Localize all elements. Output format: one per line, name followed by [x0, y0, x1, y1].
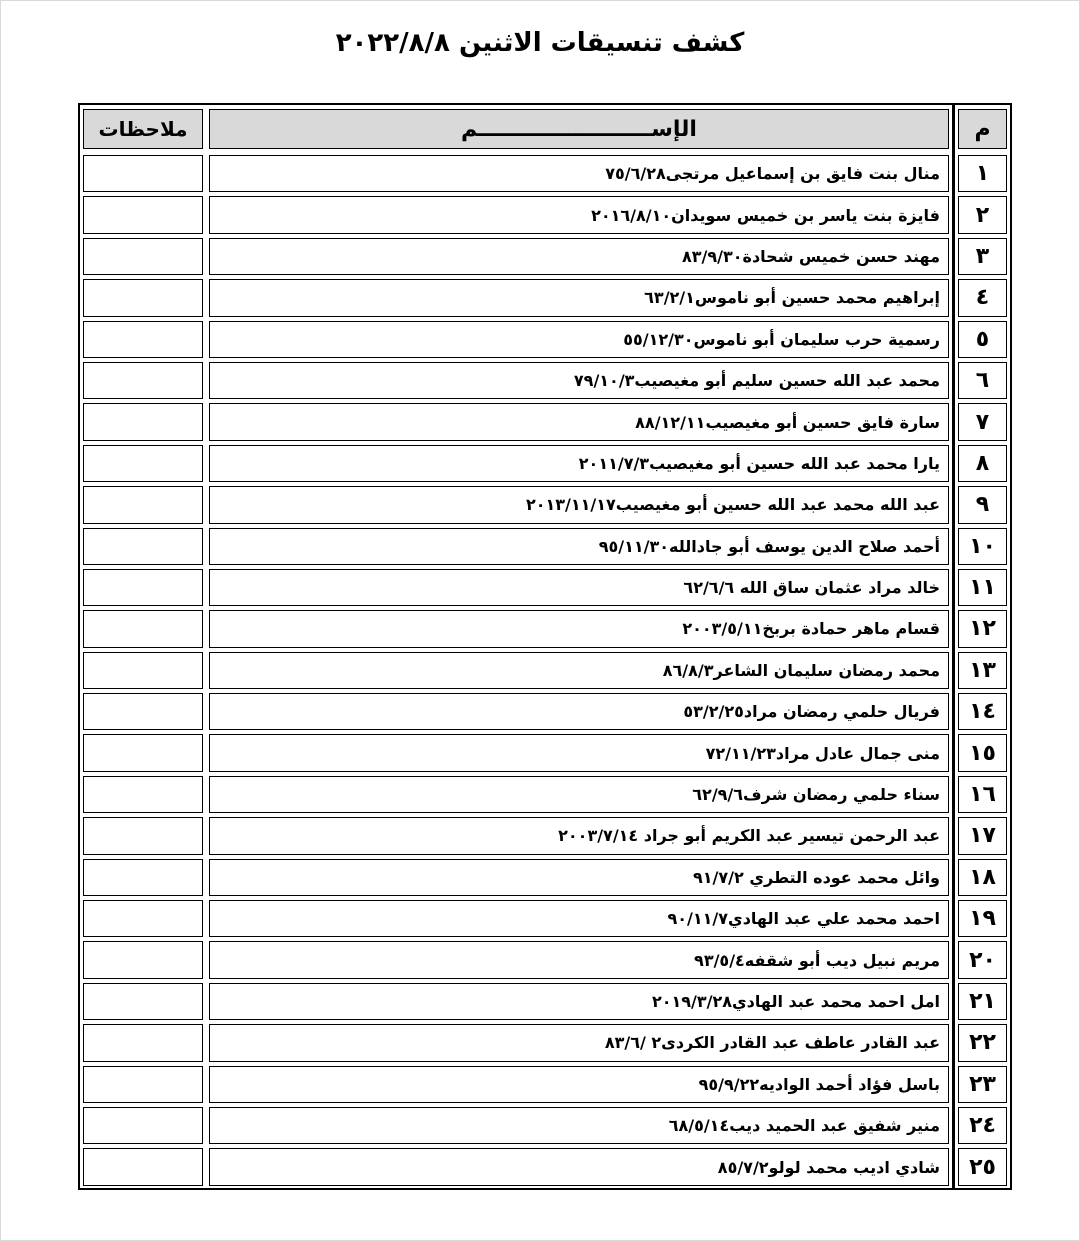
name-cell [206, 526, 952, 567]
person-name: محمد رمضان سليمان الشاعر٨٦/٨/٣ [209, 652, 949, 689]
row-number-cell [952, 194, 1010, 235]
row-number-cell [952, 567, 1010, 608]
table-row [80, 194, 1010, 235]
name-cell [206, 691, 952, 732]
row-number-cell [952, 691, 1010, 732]
name-cell [206, 1105, 952, 1146]
row-number: ٤ [958, 279, 1007, 316]
name-cell [206, 939, 952, 980]
person-name: منال بنت فايق بن إسماعيل مرتجى٧٥/٦/٢٨ [209, 155, 949, 192]
person-name: إبراهيم محمد حسين أبو ناموس٦٣/٢/١ [209, 279, 949, 316]
notes-cell [80, 939, 206, 980]
person-name: منى جمال عادل مراد٧٢/١١/٢٣ [209, 734, 949, 771]
row-number-cell [952, 774, 1010, 815]
row-number: ١٩ [958, 900, 1007, 937]
note-text [83, 1107, 203, 1144]
notes-cell [80, 360, 206, 401]
table-row [80, 608, 1010, 649]
row-number: ٦ [958, 362, 1007, 399]
table-row [80, 1146, 1010, 1188]
note-text [83, 1066, 203, 1103]
note-text [83, 776, 203, 813]
row-number-cell [952, 401, 1010, 442]
table-row [80, 277, 1010, 318]
person-name: رسمية حرب سليمان أبو ناموس٥٥/١٢/٣٠ [209, 321, 949, 358]
notes-cell [80, 608, 206, 649]
notes-cell [80, 484, 206, 525]
row-number: ٢١ [958, 983, 1007, 1020]
table-row [80, 567, 1010, 608]
person-name: مريم نبيل ديب أبو شقفه٩٣/٥/٤ [209, 941, 949, 978]
person-name: فايزة بنت ياسر بن خميس سويدان٢٠١٦/٨/١٠ [209, 196, 949, 233]
name-cell [206, 650, 952, 691]
note-text [83, 321, 203, 358]
name-cell [206, 732, 952, 773]
row-number-cell [952, 981, 1010, 1022]
table-row [80, 1105, 1010, 1146]
table-row [80, 650, 1010, 691]
row-number: ٢ [958, 196, 1007, 233]
name-cell [206, 236, 952, 277]
row-number: ٣ [958, 238, 1007, 275]
notes-cell [80, 401, 206, 442]
name-cell [206, 981, 952, 1022]
person-name: باسل فؤاد أحمد الواديه٩٥/٩/٢٢ [209, 1066, 949, 1103]
note-text [83, 362, 203, 399]
name-cell [206, 1146, 952, 1188]
person-name: عبد الله محمد عبد الله حسين أبو مغيصيب٢٠١٣/١١/١٧ [209, 486, 949, 523]
table-row [80, 898, 1010, 939]
table-row [80, 1022, 1010, 1063]
row-number: ٢٠ [958, 941, 1007, 978]
table-row [80, 236, 1010, 277]
name-cell [206, 443, 952, 484]
row-number: ١٣ [958, 652, 1007, 689]
row-number: ٧ [958, 403, 1007, 440]
table-row [80, 526, 1010, 567]
row-number: ١٦ [958, 776, 1007, 813]
notes-cell [80, 153, 206, 194]
row-number-cell [952, 526, 1010, 567]
row-number-cell [952, 360, 1010, 401]
name-header-label: الإســـــــــــــــــــــــم [209, 109, 949, 149]
row-number-cell [952, 236, 1010, 277]
roster-table [80, 105, 1010, 1188]
row-number-cell [952, 650, 1010, 691]
person-name: منير شفيق عبد الحميد ديب٦٨/٥/١٤ [209, 1107, 949, 1144]
notes-cell [80, 567, 206, 608]
person-name: أحمد صلاح الدين يوسف أبو جادالله٩٥/١١/٣٠ [209, 528, 949, 565]
notes-cell [80, 277, 206, 318]
person-name: امل احمد محمد عبد الهادي٢٠١٩/٣/٢٨ [209, 983, 949, 1020]
row-number-cell [952, 153, 1010, 194]
name-cell [206, 1064, 952, 1105]
row-number: ١١ [958, 569, 1007, 606]
person-name: عبد الرحمن تيسير عبد الكريم أبو جراد ٢٠٠٣/٧/١٤ [209, 817, 949, 854]
notes-header-label: ملاحظات [83, 109, 203, 149]
name-cell [206, 567, 952, 608]
row-number: ١٢ [958, 610, 1007, 647]
note-text [83, 652, 203, 689]
note-text [83, 445, 203, 482]
row-number: ١٥ [958, 734, 1007, 771]
row-number-cell [952, 815, 1010, 856]
note-text [83, 403, 203, 440]
row-number-cell [952, 1146, 1010, 1188]
notes-cell [80, 732, 206, 773]
row-number: ٢٥ [958, 1148, 1007, 1186]
row-number-cell [952, 1064, 1010, 1105]
note-text [83, 1024, 203, 1061]
row-number: ١٧ [958, 817, 1007, 854]
notes-cell [80, 1105, 206, 1146]
notes-cell [80, 815, 206, 856]
note-text [83, 528, 203, 565]
table-row [80, 774, 1010, 815]
table-row [80, 815, 1010, 856]
notes-cell [80, 1064, 206, 1105]
row-number-cell [952, 898, 1010, 939]
note-text [83, 900, 203, 937]
note-text [83, 486, 203, 523]
note-text [83, 693, 203, 730]
row-number-cell [952, 277, 1010, 318]
person-name: خالد مراد عثمان ساق الله ٦٢/٦/٦ [209, 569, 949, 606]
number-header-label: م [958, 109, 1007, 149]
person-name: سناء حلمي رمضان شرف٦٢/٩/٦ [209, 776, 949, 813]
note-text [83, 983, 203, 1020]
note-text [83, 734, 203, 771]
person-name: قسام ماهر حمادة بربخ٢٠٠٣/٥/١١ [209, 610, 949, 647]
row-number-cell [952, 1105, 1010, 1146]
row-number: ٢٤ [958, 1107, 1007, 1144]
person-name: وائل محمد عوده التطري ٩١/٧/٢ [209, 859, 949, 896]
table-row [80, 857, 1010, 898]
row-number-cell [952, 484, 1010, 525]
row-number: ٢٣ [958, 1066, 1007, 1103]
row-number: ١ [958, 155, 1007, 192]
header-row [80, 105, 1010, 153]
row-number: ٨ [958, 445, 1007, 482]
person-name: سارة فايق حسين أبو مغيصيب٨٨/١٢/١١ [209, 403, 949, 440]
note-text [83, 817, 203, 854]
table-row [80, 401, 1010, 442]
table-row [80, 153, 1010, 194]
row-number-cell [952, 939, 1010, 980]
name-cell [206, 898, 952, 939]
row-number: ١٠ [958, 528, 1007, 565]
notes-cell [80, 650, 206, 691]
name-cell [206, 484, 952, 525]
row-number: ١٨ [958, 859, 1007, 896]
note-text [83, 610, 203, 647]
note-text [83, 155, 203, 192]
number-header [952, 105, 1010, 153]
notes-cell [80, 1022, 206, 1063]
name-cell [206, 319, 952, 360]
notes-cell [80, 1146, 206, 1188]
table-row [80, 691, 1010, 732]
row-number: ٥ [958, 321, 1007, 358]
row-number: ٢٢ [958, 1024, 1007, 1061]
person-name: شادي اديب محمد لولو٨٥/٧/٢ [209, 1148, 949, 1186]
table-row [80, 443, 1010, 484]
name-cell [206, 401, 952, 442]
note-text [83, 859, 203, 896]
notes-cell [80, 319, 206, 360]
name-cell [206, 815, 952, 856]
table-row [80, 981, 1010, 1022]
person-name: احمد محمد علي عبد الهادي٩٠/١١/٧ [209, 900, 949, 937]
notes-cell [80, 443, 206, 484]
name-cell [206, 1022, 952, 1063]
note-text [83, 196, 203, 233]
name-cell [206, 153, 952, 194]
name-cell [206, 360, 952, 401]
note-text [83, 569, 203, 606]
row-number-cell [952, 443, 1010, 484]
person-name: يارا محمد عبد الله حسين أبو مغيصيب٢٠١١/٧/٣ [209, 445, 949, 482]
row-number-cell [952, 319, 1010, 360]
person-name: محمد عبد الله حسين سليم أبو مغيصيب٧٩/١٠/٣ [209, 362, 949, 399]
row-number-cell [952, 1022, 1010, 1063]
notes-cell [80, 526, 206, 567]
name-cell [206, 774, 952, 815]
notes-cell [80, 898, 206, 939]
table-row [80, 484, 1010, 525]
person-name: عبد القادر عاطف عبد القادر الكردى٢ /٨٣/٦ [209, 1024, 949, 1061]
note-text [83, 1148, 203, 1186]
notes-cell [80, 774, 206, 815]
note-text [83, 941, 203, 978]
name-cell [206, 608, 952, 649]
name-header [206, 105, 952, 153]
note-text [83, 238, 203, 275]
table-row [80, 360, 1010, 401]
notes-cell [80, 194, 206, 235]
row-number-cell [952, 857, 1010, 898]
name-cell [206, 194, 952, 235]
note-text [83, 279, 203, 316]
person-name: فريال حلمي رمضان مراد٥٣/٢/٢٥ [209, 693, 949, 730]
notes-header [80, 105, 206, 153]
name-cell [206, 857, 952, 898]
table-row [80, 1064, 1010, 1105]
row-number: ١٤ [958, 693, 1007, 730]
notes-cell [80, 691, 206, 732]
notes-cell [80, 236, 206, 277]
table-row [80, 319, 1010, 360]
row-number-cell [952, 732, 1010, 773]
person-name: مهند حسن خميس شحادة٨٣/٩/٣٠ [209, 238, 949, 275]
name-cell [206, 277, 952, 318]
table-row [80, 732, 1010, 773]
notes-cell [80, 857, 206, 898]
notes-cell [80, 981, 206, 1022]
table-row [80, 939, 1010, 980]
row-number-cell [952, 608, 1010, 649]
row-number: ٩ [958, 486, 1007, 523]
roster-sheet [78, 103, 1012, 1190]
document-title: كشف تنسيقات الاثنين ٢٠٢٢/٨/٨ [335, 28, 745, 58]
roster-body [80, 153, 1010, 1188]
